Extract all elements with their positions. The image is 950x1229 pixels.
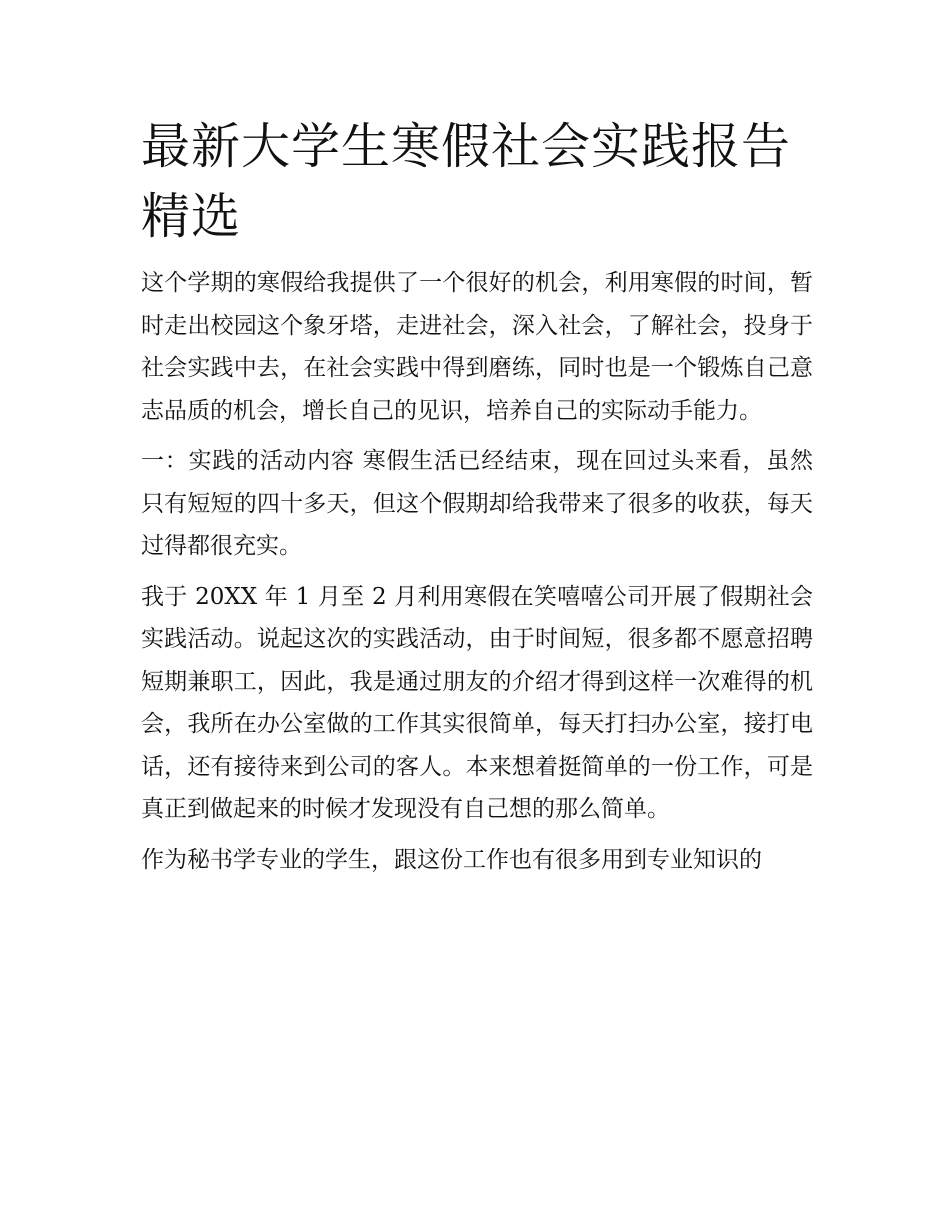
paragraph-intro: 这个学期的寒假给我提供了一个很好的机会，利用寒假的时间，暂时走出校园这个象牙塔，走进社会，深入社会，了解社会，投身于社会实践中去，在社会实践中得到磨练，同时也是一个锻炼自己意志品质的机会，增长自己的见识，培养自己的实际动手能力。 bbox=[141, 270, 813, 424]
paragraph-activity-content: 一：实践的活动内容 寒假生活已经结束，现在回过头来看，虽然只有短短的四十多天，但这个假期却给我带来了很多的收获，每天过得都很充实。 bbox=[141, 448, 813, 559]
paragraph-internship: 我于 20XX 年 1 月至 2 月利用寒假在笑嘻嘻公司开展了假期社会实践活动。说起这次的实践活动，由于时间短，很多都不愿意招聘短期兼职工，因此，我是通过朋友的介绍才得到这样一次难得的机会，我所在办公室做的工作其实很简单，每天打扫办公室，接打电话，还有接待来到公司的客人。本来想着挺简单的一份工作，可是真正到做起来的时候才发现没有自己想的那么简单。 bbox=[141, 583, 813, 822]
paragraph-major: 作为秘书学专业的学生，跟这份工作也有很多用到专业知识的 bbox=[141, 846, 762, 873]
document-body bbox=[141, 112, 813, 889]
document-title: 最新大学生寒假社会实践报告精选 bbox=[141, 118, 792, 245]
